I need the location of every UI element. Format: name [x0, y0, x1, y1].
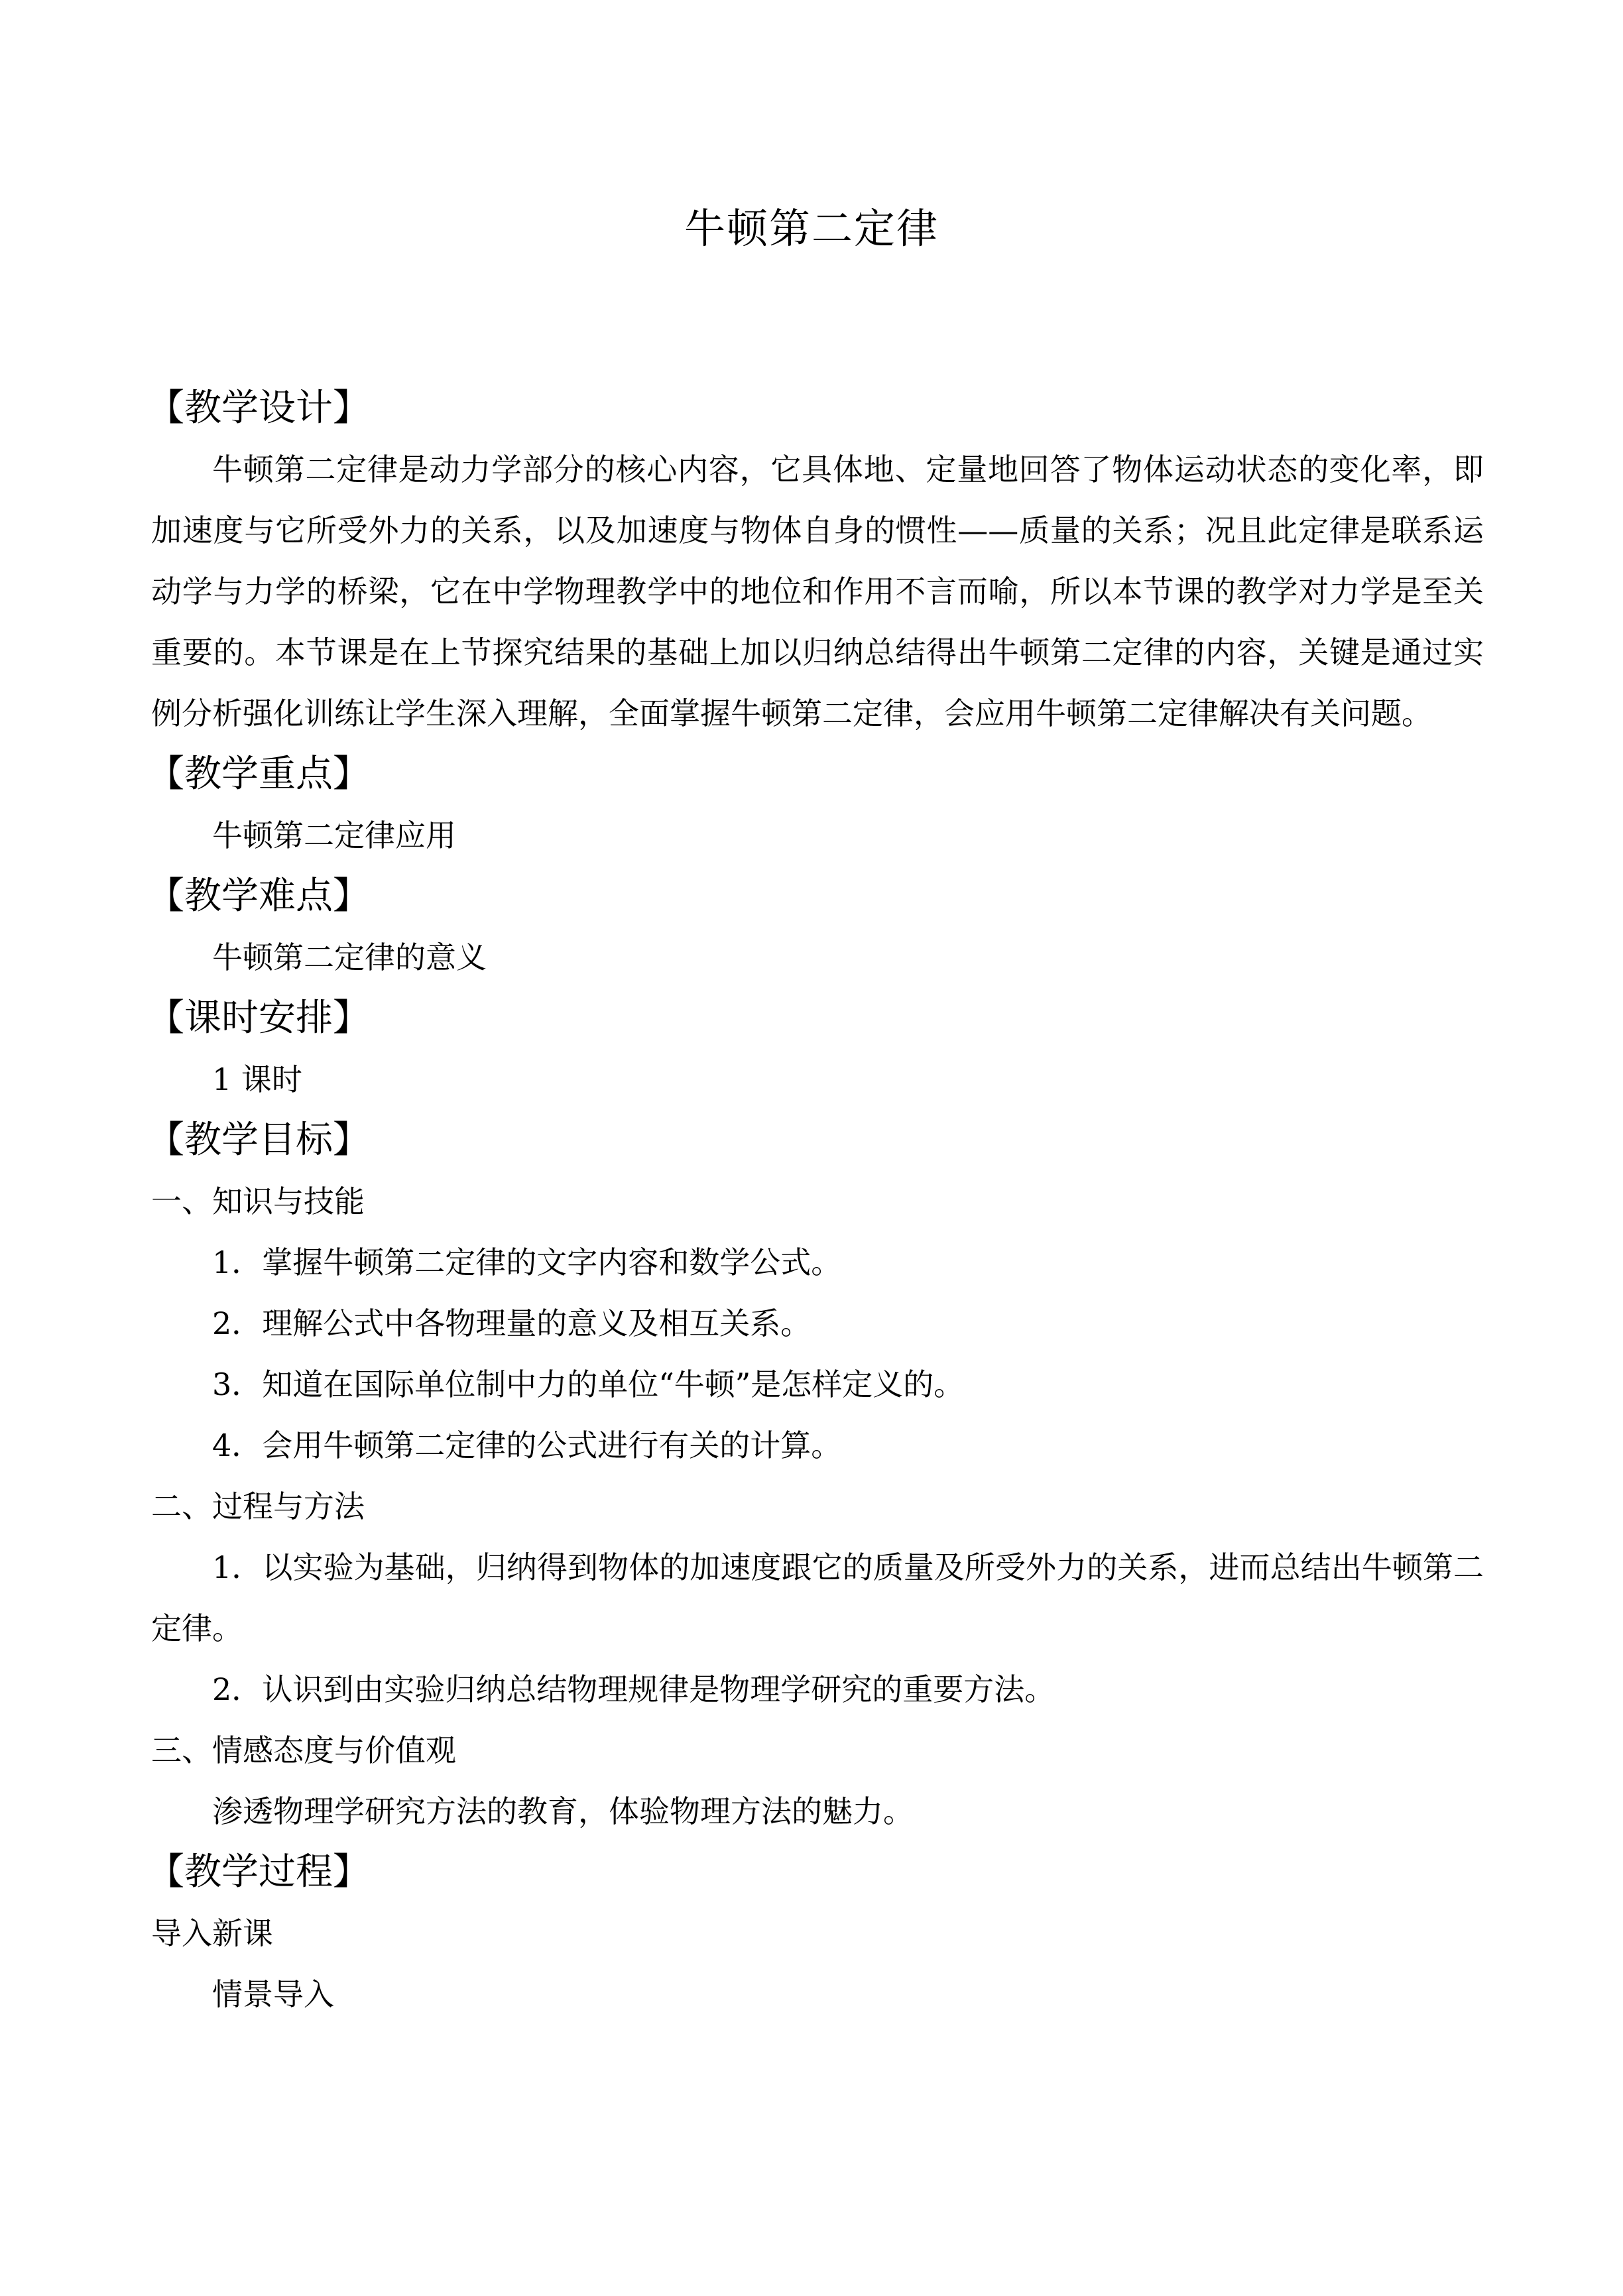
list-item: 1．掌握牛顿第二定律的文字内容和数学公式。 [212, 1244, 842, 1280]
section-heading-process: 【教学过程】 [147, 1850, 370, 1894]
list-item: 3．知道在国际单位制中力的单位“牛顿”是怎样定义的。 [212, 1366, 965, 1402]
process-text: 情景导入 [212, 1976, 334, 2012]
section-heading-goals: 【教学目标】 [147, 1118, 370, 1162]
goals-group-knowledge-title: 一、知识与技能 [151, 1183, 365, 1219]
document-body [147, 378, 1484, 2025]
attitude-text: 渗透物理学研究方法的教育，体验物理方法的魅力。 [212, 1793, 914, 1829]
goals-group-process-title: 二、过程与方法 [151, 1488, 365, 1524]
process-subheading: 导入新课 [151, 1915, 273, 1951]
page-title: 牛顿第二定律 [684, 204, 939, 253]
design-paragraph: 牛顿第二定律是动力学部分的核心内容，它具体地、定量地回答了物体运动状态的变化率，即加速度与它所受外力的关系，以及加速度与物体自身的惯性——质量的关系；况且此定律是联系运动学与力学的桥梁，它在中学物理教学中的地位和作用不言而喻，所以本节课的教学对力学是至关重要的。本节课是在上节探究结果的基础上加以归纳总结得出牛顿第二定律的内容，关键是通过实例分析强化训练让学生深入理解，全面掌握牛顿第二定律，会应用牛顿第二定律解决有关问题。 [151, 452, 1484, 731]
section-heading-design: 【教学设计】 [147, 387, 370, 430]
list-item: 1．以实验为基础，归纳得到物体的加速度跟它的质量及所受外力的关系，进而总结出牛顿第二定律。 [151, 1549, 1484, 1646]
list-item: 2．认识到由实验归纳总结物理规律是物理学研究的重要方法。 [212, 1671, 1055, 1707]
list-item: 2．理解公式中各物理量的意义及相互关系。 [212, 1305, 812, 1341]
key-points-text: 牛顿第二定律应用 [212, 817, 456, 853]
section-heading-key-points: 【教学重点】 [147, 753, 370, 796]
section-heading-schedule: 【课时安排】 [147, 997, 370, 1040]
section-heading-difficulties: 【教学难点】 [147, 875, 370, 918]
list-item: 4．会用牛顿第二定律的公式进行有关的计算。 [212, 1427, 842, 1463]
schedule-text: 1 课时 [212, 1061, 302, 1097]
goals-group-attitude-title: 三、情感态度与价值观 [151, 1732, 456, 1768]
difficulties-text: 牛顿第二定律的意义 [212, 939, 487, 975]
